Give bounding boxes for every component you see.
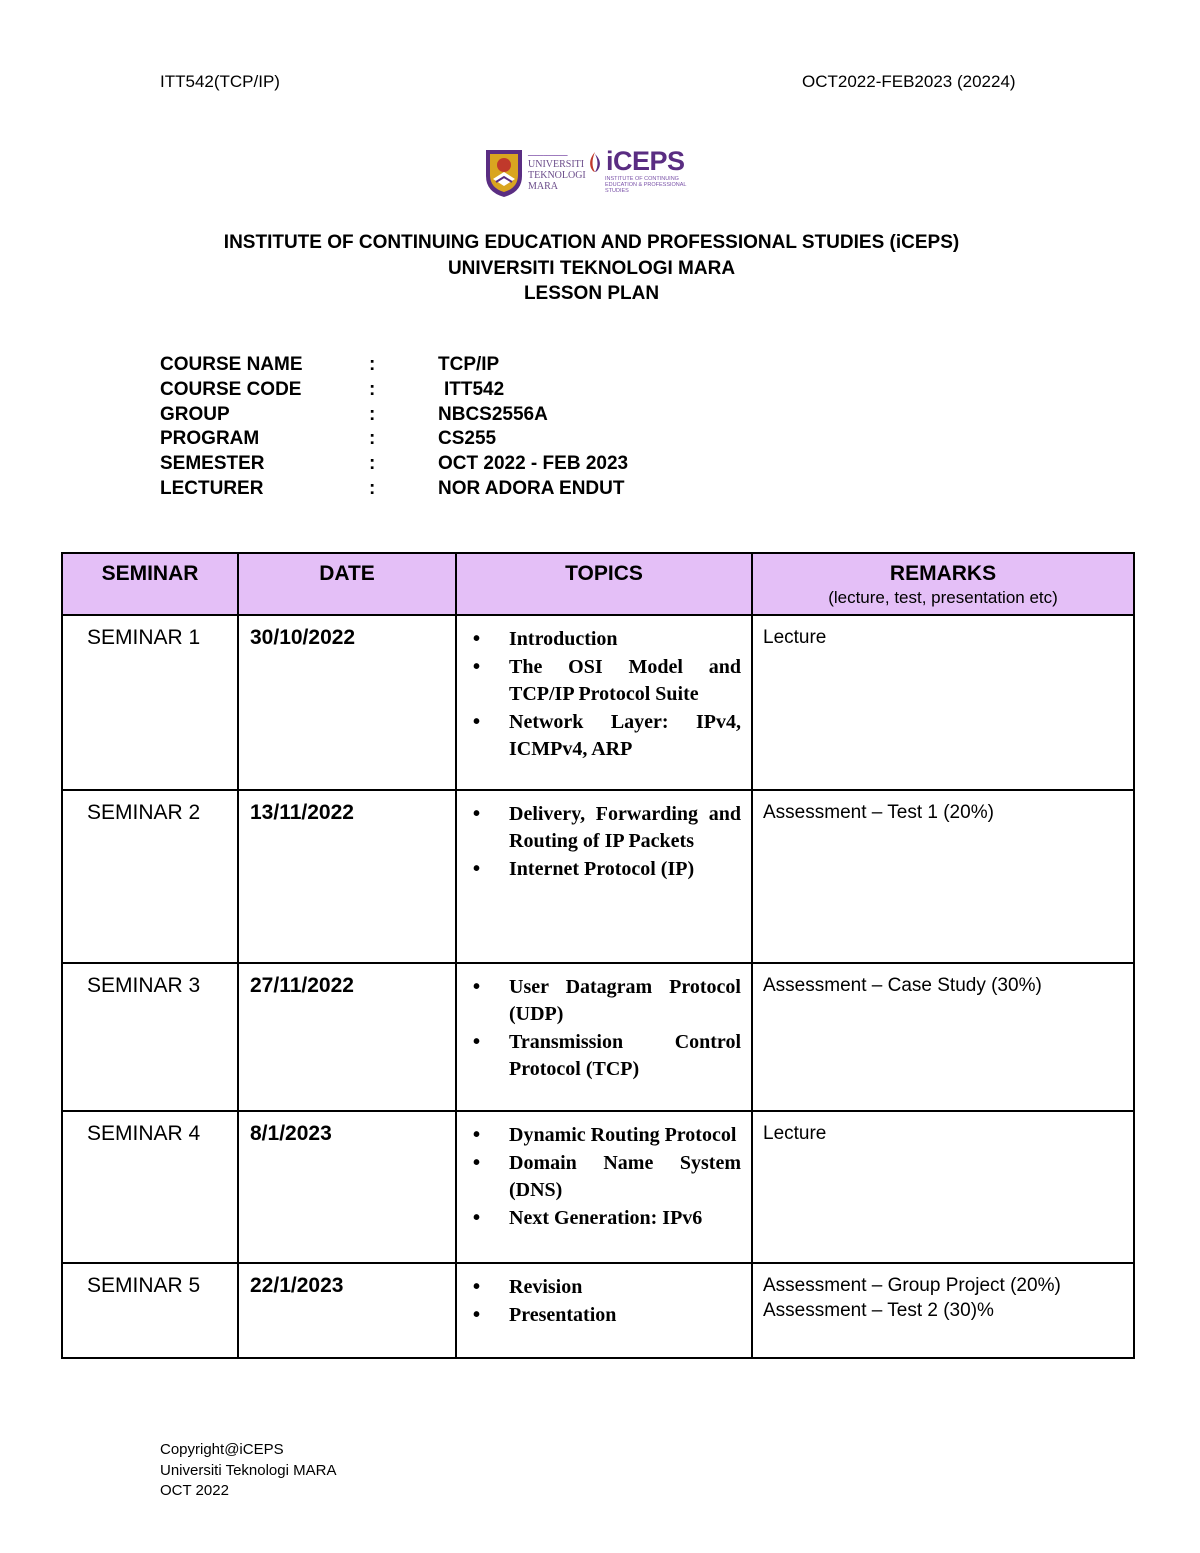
- course-info-label: COURSE NAME: [160, 354, 303, 375]
- logo-group: [484, 146, 704, 202]
- remark-line: Assessment – Case Study (30%): [763, 975, 1042, 997]
- column-header-topics: TOPICS: [456, 553, 752, 615]
- header-semester: OCT2022-FEB2023 (20224): [802, 72, 1016, 91]
- remarks-cell: [752, 963, 1134, 1110]
- footer: [160, 1440, 336, 1502]
- course-info-value: ITT542: [444, 378, 505, 400]
- topics-cell: [456, 963, 752, 1110]
- course-info-sep: :: [369, 378, 376, 400]
- seminar-cell: SEMINAR 4: [62, 1111, 238, 1263]
- footer-date: OCT 2022: [160, 1482, 229, 1499]
- course-info-label: PROGRAM: [160, 428, 260, 450]
- table-row: [62, 1111, 1134, 1263]
- column-header-seminar: SEMINAR: [62, 553, 238, 615]
- course-info-value: NBCS2556A: [438, 403, 548, 425]
- topic-item: • Delivery, Forwarding and Routing of IP Packets: [471, 801, 741, 855]
- remarks-cell: [752, 790, 1134, 963]
- table-row: [62, 615, 1134, 790]
- remark-line: Lecture: [763, 627, 827, 648]
- column-header-remarks: [752, 553, 1134, 615]
- footer-copyright: Copyright@iCEPS: [160, 1441, 284, 1458]
- table-header-row: [62, 553, 1134, 615]
- date-cell: 8/1/2023: [238, 1111, 456, 1263]
- topics-cell: [456, 1263, 752, 1358]
- course-info-sep: :: [369, 354, 376, 375]
- course-info-sep: :: [369, 428, 376, 450]
- remarks-cell: [752, 1263, 1134, 1358]
- header-course-code: ITT542(TCP/IP): [160, 72, 280, 91]
- topic-item: • Revision: [471, 1274, 741, 1301]
- remark-line: Assessment – Group Project (20%): [763, 1274, 1061, 1296]
- lesson-plan-title: LESSON PLAN: [523, 283, 660, 304]
- university-title: UNIVERSITI TEKNOLOGI MARA: [447, 257, 736, 279]
- remark-line: Lecture: [763, 1122, 827, 1144]
- topic-item: • The OSI Model and TCP/IP Protocol Suite: [471, 654, 741, 708]
- seminar-cell: SEMINAR 5: [62, 1263, 238, 1358]
- course-info-value: CS255: [438, 428, 497, 450]
- course-info-label: SEMESTER: [160, 453, 265, 475]
- topics-cell: [456, 790, 752, 963]
- remarks-cell: [752, 615, 1134, 790]
- topic-item: • Next Generation: IPv6: [471, 1205, 741, 1232]
- remarks-cell: [752, 1111, 1134, 1263]
- topic-item: • Internet Protocol (IP): [471, 856, 741, 883]
- institute-title: INSTITUTE OF CONTINUING EDUCATION AND PROFESSIONAL STUDIES (iCEPS): [223, 232, 960, 253]
- seminar-cell: SEMINAR 3: [62, 963, 238, 1110]
- topics-cell: [456, 615, 752, 790]
- table-row: [62, 1263, 1134, 1358]
- course-info-value: OCT 2022 - FEB 2023: [438, 453, 629, 475]
- course-info-label: LECTURER: [160, 477, 264, 499]
- iceps-wordmark: iCEPS: [606, 146, 685, 176]
- topic-item: • Introduction: [471, 626, 741, 653]
- remark-line: Assessment – Test 1 (20%): [763, 802, 994, 824]
- remarks-header-note: (lecture, test, presentation etc): [828, 588, 1058, 607]
- topics-cell: [456, 1111, 752, 1263]
- remarks-header-label: REMARKS: [889, 562, 997, 585]
- topic-item: • Dynamic Routing Protocol: [471, 1122, 741, 1149]
- seminar-cell: SEMINAR 2: [62, 790, 238, 963]
- column-header-date: DATE: [238, 553, 456, 615]
- uitm-wordmark: ـــــــــــــــ UNIVERSITI TEKNOLOGI MARA: [528, 148, 586, 192]
- topic-item: • Presentation: [471, 1302, 741, 1329]
- topic-item: • User Datagram Protocol (UDP): [471, 974, 741, 1028]
- seminar-cell: SEMINAR 1: [62, 615, 238, 790]
- course-info-value: NOR ADORA ENDUT: [438, 477, 625, 499]
- date-cell: 27/11/2022: [238, 963, 456, 1110]
- iceps-flame-icon: [584, 150, 606, 174]
- course-info-sep: :: [369, 477, 376, 499]
- date-cell: 13/11/2022: [238, 790, 456, 963]
- course-info-sep: :: [369, 403, 376, 425]
- document-title-block: [0, 230, 1183, 307]
- course-info-sep: :: [369, 453, 376, 475]
- lesson-plan-table: [61, 552, 1135, 1359]
- table-row: [62, 790, 1134, 963]
- table-row: [62, 963, 1134, 1110]
- remark-line: Assessment – Test 2 (30)%: [763, 1299, 994, 1321]
- footer-university: Universiti Teknologi MARA: [160, 1461, 337, 1479]
- date-cell: 30/10/2022: [238, 615, 456, 790]
- topic-item: • Domain Name System (DNS): [471, 1150, 741, 1204]
- uitm-crest-icon: [484, 146, 524, 198]
- date-cell: 22/1/2023: [238, 1263, 456, 1358]
- topic-item: • Network Layer: IPv4, ICMPv4, ARP: [471, 709, 741, 763]
- course-info-label: COURSE CODE: [160, 378, 302, 400]
- iceps-tagline: INSTITUTE OF CONTINUING EDUCATION & PROFESSIONAL STUDIES: [605, 176, 687, 194]
- topic-item: • Transmission Control Protocol (TCP): [471, 1029, 741, 1083]
- course-info-value: TCP/IP: [438, 354, 500, 375]
- course-info-label: GROUP: [160, 403, 230, 425]
